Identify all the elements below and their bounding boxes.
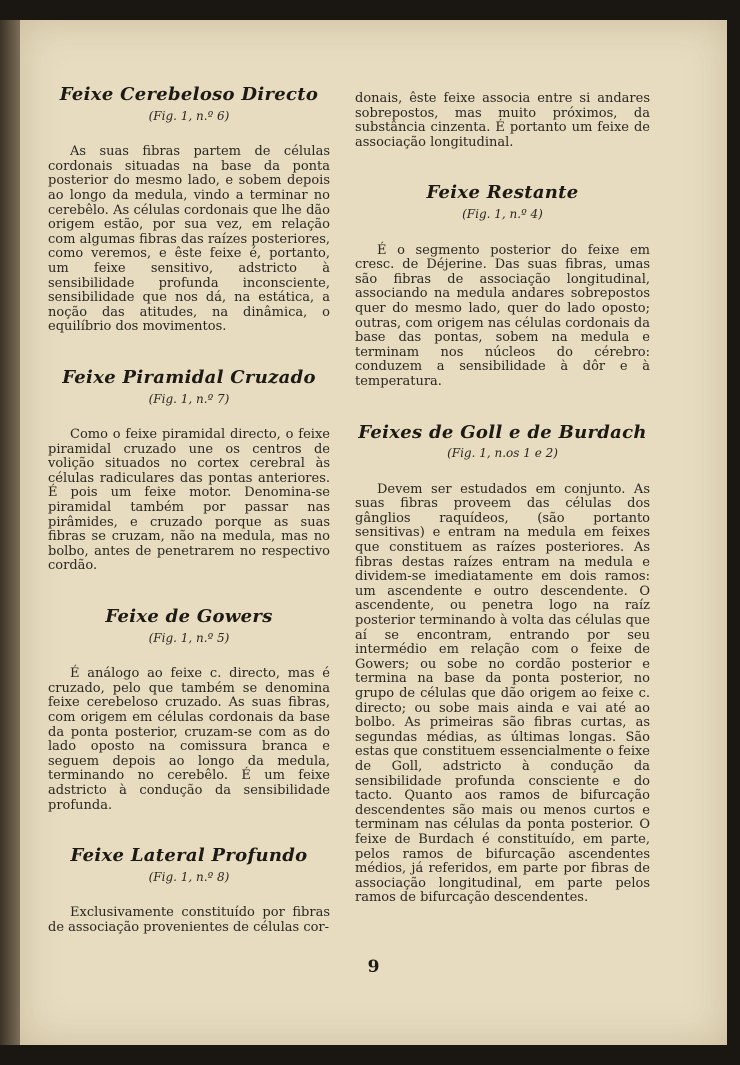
section-title-feixes-de-goll-e-de-burdach: Feixes de Goll e de Burdach xyxy=(358,421,647,443)
section-paragraph: Exclusivamente constituído por fibras de associação provenientes de células cor- xyxy=(48,905,330,935)
figure-reference: (Fig. 1, n.º 7) xyxy=(148,391,230,406)
page-number: 9 xyxy=(367,957,380,977)
figure-reference: (Fig. 1, n.º 8) xyxy=(148,869,230,884)
continued-paragraph: donais, êste feixe associa entre si andares sobrepostos, mas muito próximos, da substância cinzenta. É portanto um feixe de associação longitudinal. xyxy=(355,91,650,150)
figure-reference: (Fig. 1, n.º 5) xyxy=(148,630,230,645)
book-page xyxy=(20,20,727,1045)
section-paragraph: As suas fibras partem de células cordonais situadas na base da ponta posterior do mesmo lado, e sobem depois ao longo da medula, vindo a terminar no cerebêlo. As células cordonais que lhe dão origem estão, por sua vez, em relação com algumas fibras das raízes posteriores, como veremos, e êste feixe é, portanto, um feixe sensitivo, adstricto à sensibilidade profunda inconsciente, sensibilidade que nos dá, na estática, a noção das atitudes, na dinâmica, o equilíbrio dos movimentos. xyxy=(48,144,330,335)
section-title-feixe-cerebeloso-directo: Feixe Cerebeloso Directo xyxy=(59,84,319,105)
section-paragraph: É análogo ao feixe c. directo, mas é cruzado, pelo que também se denomina feixe cerebeloso cruzado. As suas fibras, com origem em células cordonais da base da ponta posterior, cruzam-se com as do lado oposto na comissura branca e seguem depois ao longo da medula, terminando no cerebêlo. É um feixe adstricto à condução da sensibilidade profunda. xyxy=(48,666,330,813)
section-title-feixe-piramidal-cruzado: Feixe Piramidal Cruzado xyxy=(62,366,316,388)
section-paragraph: Devem ser estudados em conjunto. As suas fibras proveem das células dos gânglios raquídeos, (são portanto sensitivas) e entram na medula em feixes que constituem as raízes posteriores. As fibras destas raízes entram na medula e dividem-se imediatamente em dois ramos: um ascendente e outro descendente. O ascendente, ou penetra logo na raíz posterior terminando à volta das células que aí se encontram, entrando por seu intermédio em relação com o feixe de Gowers; ou sobe no cordão posterior e termina na base da ponta posterior, no grupo de células que dão origem ao feixe c. directo; ou sobe mais ainda e vai até ao bolbo. As primeiras são fibras curtas, as segundas médias, as últimas longas. São estas que constituem essencialmente o feixe de Goll, adstricto à condução da sensibilidade profunda consciente e do tacto. Quanto aos ramos de bifurcação descendentes são mais ou menos curtos e terminam nas células da ponta posterior. O feixe de Burdach é constituído, em parte, pelos ramos de bifurcação ascendentes médios, já referidos, em parte por fibras de associação longitudinal, em parte pelos ramos de bifurcação descendentes. xyxy=(355,481,650,906)
section-title-feixe-de-gowers: Feixe de Gowers xyxy=(105,606,273,628)
right-column xyxy=(355,20,650,906)
section-paragraph: Como o feixe piramidal directo, o feixe piramidal cruzado une os centros de volição situados no cortex cerebral às células radiculares das pontas anteriores. É pois um feixe motor. Denomina-se piramidal também por passar nas pirâmides, e cruzado porque as suas fibras se cruzam, não na medula, mas no bolbo, antes de penetrarem no respectivo cordão. xyxy=(48,427,330,574)
section-title-feixe-lateral-profundo: Feixe Lateral Profundo xyxy=(70,845,308,867)
book-gutter xyxy=(0,20,20,1045)
figure-reference: (Fig. 1, n.º 4) xyxy=(462,206,543,221)
left-column xyxy=(48,20,330,936)
figure-reference: (Fig. 1, n.os 1 e 2) xyxy=(447,446,558,461)
figure-reference: (Fig. 1, n.º 6) xyxy=(148,108,230,123)
section-paragraph: É o segmento posterior do feixe em cresc. de Déjerine. Das suas fibras, umas são fibras de associação longitudinal, associando na medula andares sobrepostos quer do mesmo lado, quer do lado oposto; outras, com origem nas células cordonais da base das pontas, sobem na medula e terminam nos núcleos do cérebro: conduzem a sensibilidade à dôr e à temperatura. xyxy=(355,242,650,389)
section-title-feixe-restante: Feixe Restante xyxy=(426,182,579,204)
